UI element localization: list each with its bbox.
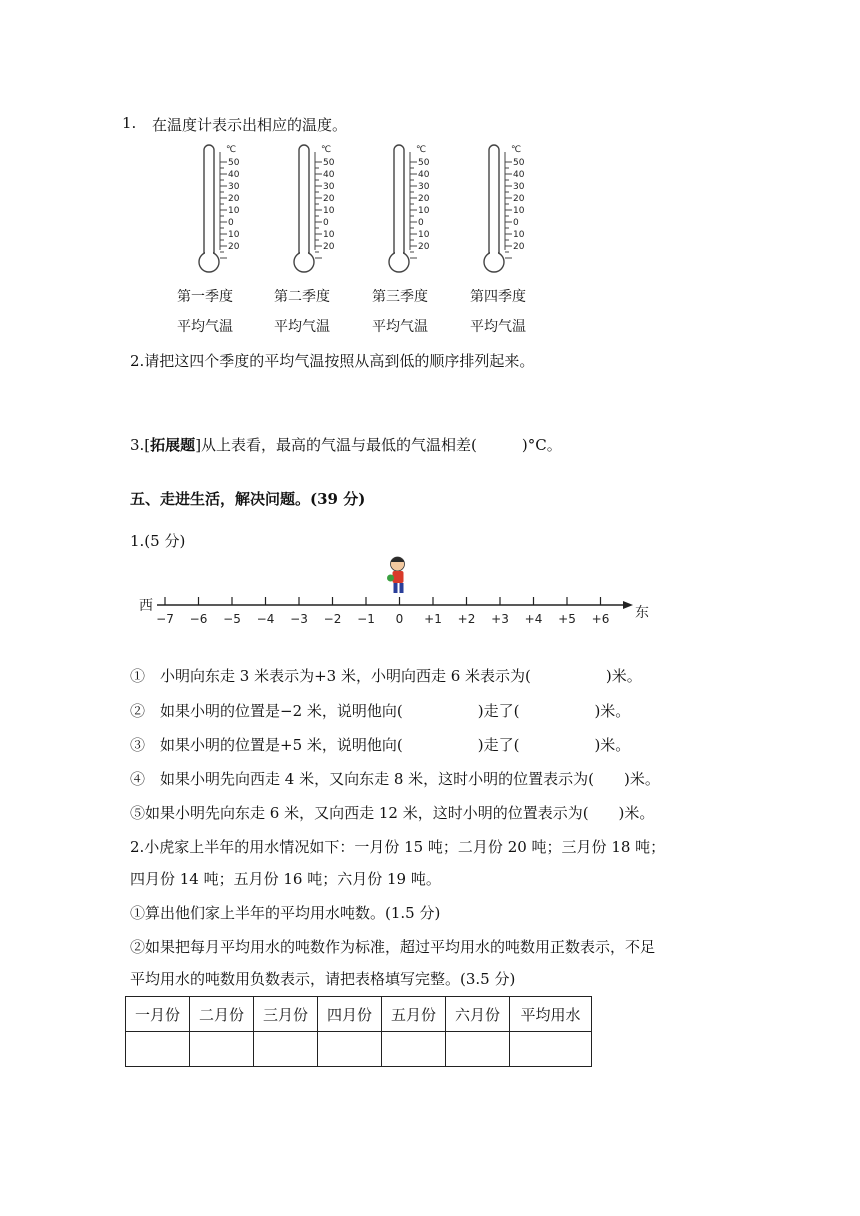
- question-number: 1.: [122, 114, 137, 132]
- number-line-label: −5: [223, 612, 241, 626]
- number-line-label: +4: [524, 612, 543, 626]
- thermometer-tick-label: 10: [418, 230, 430, 240]
- thermometer-2: [294, 145, 335, 272]
- answer-cell[interactable]: [510, 1032, 592, 1067]
- number-line-label: −6: [189, 612, 208, 626]
- boy-ball: [387, 575, 394, 582]
- thermometer-tick-label: 40: [418, 170, 430, 180]
- thermometer-tick-label: 0: [323, 218, 329, 228]
- season-label: 第四季度: [470, 289, 526, 305]
- table-header: 一月份: [126, 997, 190, 1032]
- number-line-label: +6: [591, 612, 610, 626]
- sub-item-4: ④ 如果小明先向西走 4 米，又向东走 8 米，这时小明的位置表示为( )米。: [130, 770, 660, 788]
- thermometer-unit: ℃: [511, 145, 522, 155]
- thermometer-tick-label: 0: [418, 218, 424, 228]
- thermometer-tick-label: 10: [228, 206, 240, 216]
- number-line-label: +3: [491, 612, 509, 626]
- season-sublabel: 平均气温: [470, 319, 526, 335]
- section-heading: 五、走进生活，解决问题。(39 分): [130, 490, 366, 508]
- question-text: 在温度计表示出相应的温度。: [152, 116, 348, 134]
- q3-suffix: ]从上表看，最高的气温与最低的气温相差( )°C。: [195, 436, 562, 454]
- boy-shirt: [393, 571, 404, 583]
- thermometer-tick-label: 0: [228, 218, 234, 228]
- boy-leg: [400, 583, 404, 593]
- west-label: 西: [139, 598, 153, 614]
- thermometer-tick-label: 40: [513, 170, 525, 180]
- thermometer-1: [199, 145, 240, 272]
- question-2: 2.请把这四个季度的平均气温按照从高到低的顺序排列起来。: [130, 352, 535, 370]
- thermometer-tick-label: 20: [323, 194, 335, 204]
- table-header: 五月份: [382, 997, 446, 1032]
- thermometer-neck: [205, 250, 213, 256]
- thermometer-4: [484, 145, 525, 272]
- thermometer-tick-label: 20: [228, 194, 240, 204]
- q3-prefix: 3.[: [130, 436, 151, 454]
- sub-item-5: ⑤如果小明先向东走 6 米，又向西走 12 米，这时小明的位置表示为( )米。: [130, 804, 655, 822]
- thermometer-neck: [395, 250, 403, 256]
- thermometer-neck: [490, 250, 498, 256]
- thermometer-tick-label: 0: [513, 218, 519, 228]
- sub-item-3: ③ 如果小明的位置是+5 米，说明他向( )走了( )米。: [130, 736, 631, 754]
- thermometer-tick-label: 10: [228, 230, 240, 240]
- season-sublabel: 平均气温: [372, 319, 428, 335]
- thermometer-tick-label: 50: [418, 158, 430, 168]
- answer-cell[interactable]: [382, 1032, 446, 1067]
- thermometer-tick-label: 30: [228, 182, 240, 192]
- thermometer-tube: [204, 145, 214, 253]
- boy-leg: [394, 583, 398, 593]
- thermometer-figure: [170, 138, 530, 283]
- thermometer-tick-label: 20: [228, 242, 240, 252]
- season-label: 第三季度: [372, 289, 428, 305]
- thermometer-tick-label: 20: [513, 194, 525, 204]
- number-line: [135, 550, 655, 635]
- season-label: 第一季度: [177, 289, 233, 305]
- number-line-arrow: [623, 601, 633, 609]
- thermometer-tick-label: 20: [418, 242, 430, 252]
- thermometer-tick-label: 50: [513, 158, 525, 168]
- thermometer-tick-label: 50: [323, 158, 335, 168]
- thermometer-tick-label: 10: [513, 230, 525, 240]
- boy-hair: [391, 557, 405, 562]
- thermometer-tick-label: 40: [323, 170, 335, 180]
- thermometer-tick-label: 10: [323, 206, 335, 216]
- s5-question-2-line1: 2.小虎家上半年的用水情况如下：一月份 15 吨；二月份 20 吨；三月份 18 吨；: [130, 838, 666, 856]
- answer-cell[interactable]: [446, 1032, 510, 1067]
- thermometer-tube: [299, 145, 309, 253]
- number-line-label: +5: [558, 612, 576, 626]
- number-line-label: −1: [357, 612, 375, 626]
- number-line-label: +1: [424, 612, 442, 626]
- thermometer-tube: [489, 145, 499, 253]
- number-line-label: −3: [290, 612, 308, 626]
- answer-cell[interactable]: [254, 1032, 318, 1067]
- table-header-row: [126, 997, 592, 1032]
- thermometer-unit: ℃: [226, 145, 237, 155]
- number-line-label: +2: [457, 612, 476, 626]
- table-answer-row: [126, 1032, 592, 1067]
- thermometer-unit: ℃: [321, 145, 332, 155]
- table-header: 二月份: [190, 997, 254, 1032]
- table-header: 三月份: [254, 997, 318, 1032]
- number-line-label: −2: [323, 612, 342, 626]
- season-sublabel: 平均气温: [177, 319, 233, 335]
- s5-question-1: 1.(5 分): [130, 532, 186, 550]
- table-header: 六月份: [446, 997, 510, 1032]
- boy-figure: [387, 557, 405, 593]
- thermometer-tube: [394, 145, 404, 253]
- number-line-label: −7: [156, 612, 174, 626]
- s5-question-2-a: ①算出他们家上半年的平均用水吨数。(1.5 分): [130, 904, 441, 922]
- thermometer-tick-label: 10: [513, 206, 525, 216]
- thermometer-tick-label: 20: [513, 242, 525, 252]
- number-line-label: 0: [395, 612, 404, 626]
- thermometer-tick-label: 40: [228, 170, 240, 180]
- s5-question-2-b1: ②如果把每月平均用水的吨数作为标准，超过平均用水的吨数用正数表示，不足: [130, 938, 656, 956]
- table-header: 平均用水: [510, 997, 592, 1032]
- s5-question-2-line2: 四月份 14 吨；五月份 16 吨；六月份 19 吨。: [130, 870, 441, 888]
- s5-question-2-b2: 平均用水的吨数用负数表示，请把表格填写完整。(3.5 分): [130, 970, 516, 988]
- thermometer-tick-label: 30: [418, 182, 430, 192]
- thermometer-tick-label: 20: [323, 242, 335, 252]
- thermometer-neck: [300, 250, 308, 256]
- thermometer-tick-label: 10: [323, 230, 335, 240]
- answer-cell[interactable]: [126, 1032, 190, 1067]
- sub-item-2: ② 如果小明的位置是−2 米，说明他向( )走了( )米。: [130, 702, 631, 720]
- thermometer-unit: ℃: [416, 145, 427, 155]
- answer-cell[interactable]: [190, 1032, 254, 1067]
- number-line-label: −4: [256, 612, 275, 626]
- q3-tag: 拓展题: [150, 436, 196, 454]
- season-label: 第二季度: [274, 289, 330, 305]
- answer-cell[interactable]: [318, 1032, 382, 1067]
- thermometer-tick-label: 30: [323, 182, 335, 192]
- thermometer-3: [389, 145, 430, 272]
- water-usage-table: [125, 996, 592, 1067]
- question-3: [130, 434, 562, 455]
- sub-item-1: ① 小明向东走 3 米表示为+3 米，小明向西走 6 米表示为( )米。: [130, 667, 642, 685]
- thermometer-tick-label: 50: [228, 158, 240, 168]
- east-label: 东: [635, 605, 649, 621]
- thermometer-tick-label: 20: [418, 194, 430, 204]
- table-header: 四月份: [318, 997, 382, 1032]
- thermometer-tick-label: 10: [418, 206, 430, 216]
- thermometer-tick-label: 30: [513, 182, 525, 192]
- season-sublabel: 平均气温: [274, 319, 330, 335]
